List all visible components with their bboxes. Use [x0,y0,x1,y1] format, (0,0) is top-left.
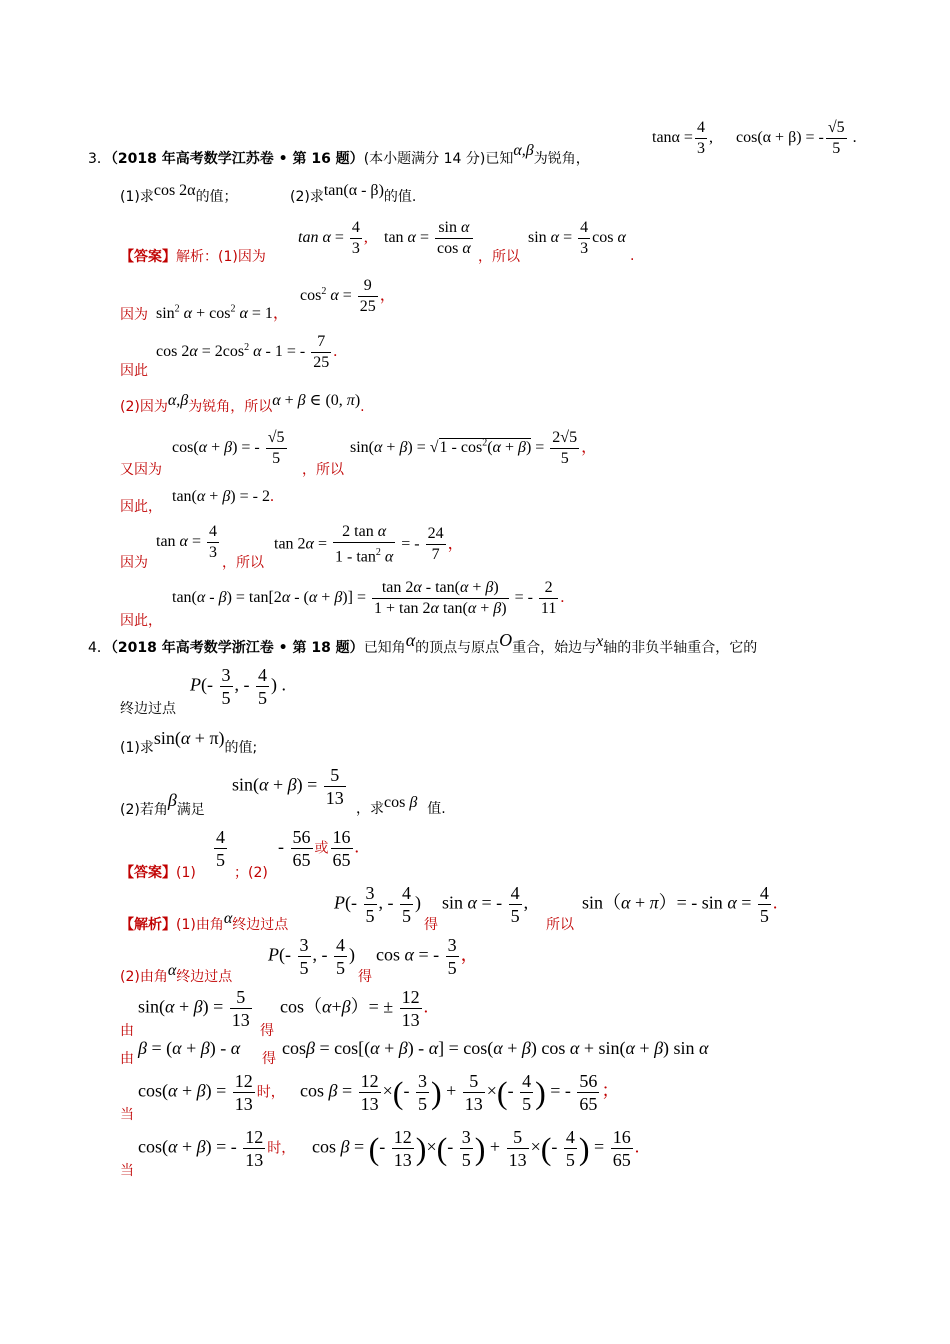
q4-text5-span: 终边过点 [120,701,176,717]
q4-sol-line3 [120,1020,134,1040]
q4-part1: (1)求sin(α + π)的值; [120,728,258,756]
q4-s2-de [358,966,372,986]
q4-s3-de-text: 得 [260,1023,274,1039]
q3-known: 已知 [485,151,514,167]
q4-s1-point: P(- $\frac{3}{5}$ , - $\frac{4}{5}$ ) [334,883,421,926]
q4-s6-calc: cos β = (- $\frac{12}{13}$ )×(- $\frac{3}{5}$ ) + $\frac{5}{13}$ ×(- $\frac{4}{5}$ ) = $\frac{16}{65}$ . [312,1127,640,1170]
q3-eq-cos2a: $\cos 2\alpha = 2\cos^2$ α - 1 = - $\frac{7}{25}$ . [156,333,338,371]
q4-s3-given: sin(α + β) = $\frac{5}{13}$ [138,987,250,1030]
q3-part2-expr: tan(α - β) [323,182,384,199]
q3-l2-text: 因为 [120,307,148,323]
q4-point-p: P(- $\frac{3}{5}$ , - $\frac{4}{5}$ ) . [190,665,286,708]
q3-eq-final: tan(α - β) = tan[2α - (α + β)] = $\frac{\tan 2\alpha - \tan(\alpha + \beta)}{\text{1 + tan 2α tan(α + β)}}$ = - $\frac{2}{11}$ . [172,579,565,617]
q4-ans1-frac: $\frac{4}{5}$ [216,827,225,870]
q3-acute: 为锐角， [533,151,590,167]
q4-s6-dang: 当 [120,1163,134,1179]
q4-sol-line5 [120,1104,134,1124]
q4-sol-line2: (2)由角α终边过点 [120,962,233,985]
q4-answer-p1: (1) [176,865,196,881]
q4-answer-sep [234,862,268,882]
q4-s4-de [262,1048,276,1068]
q3-l6-text: 因此， [120,499,162,515]
q3-eq-tan-ratio: tan α = $\frac{\text{sin α}}{\text{cos α}}$ [384,219,471,257]
q3-l7-text: 因为 [120,555,148,571]
q4-part2-post: 值. [427,801,446,817]
q3-l4-mid: 为锐角，所以 [188,399,273,415]
q4-s1-so [546,914,574,934]
q3-tan-label: tanα = [652,129,693,147]
q4-part2-rest: ，求cos β 值. [356,794,446,817]
q3-part2-pre: (2)求 [290,189,324,205]
q3-l8-text: 因此， [120,613,162,629]
q4-s2-de-text: 得 [358,969,372,985]
q3-part1 [120,182,238,206]
q3-eq-cos2: $\cos^2 \alpha$ = $\frac{9}{25}$ ， [300,277,396,315]
q4-s2-text: (2)由角 [120,969,168,985]
q3-score: (本小题满分 14 分) [363,151,486,167]
q3-eq-tan-a: tan α = $\frac{4}{3}$ [156,523,217,561]
q4-part2: (2)若角β满足 [120,790,205,818]
q4-s1-de [424,914,438,934]
q3-l4-text: (2)因为 [120,399,168,415]
q4-part2-pre: (2)若角 [120,802,168,818]
q3-answer-line4: (2)因为α,β为锐角，所以α + β ∈ (0, π). [120,392,365,415]
q3-eq-pythag: $\sin^2 \alpha + \cos^2 \alpha = 1$， [156,303,289,322]
q4-number: 4． [88,640,111,656]
q3-answer-tag: 【答案】 [120,249,176,265]
q3-answer-line2 [120,304,148,324]
q4-s2-point: P(- $\frac{3}{5}$ , - $\frac{4}{5}$ ) [268,935,355,978]
q4-s3-de [260,1020,274,1040]
q4-given-sum: sin(α + β) = $\frac{5}{13}$ [232,765,344,808]
q3-dot1: . [630,248,635,264]
q4-sol-line1: 【解析】(1)由角α终边过点 [120,910,289,933]
q4-s1-mid: 终边过点 [232,917,289,933]
q4-s4-de-text: 得 [262,1051,276,1067]
q4-part1-pre: (1)求 [120,740,154,756]
q4-text3: 重合，始边与 [512,640,597,656]
q4-sol-line6 [120,1160,134,1180]
q4-s5-cond: cos(α + β) = $\frac{12}{13}$ 时， [138,1071,285,1114]
q4-s4-expand: cosβ = cos[(α + β) - α] = cos(α + β) cos α + sin(α + β) sin α [282,1038,709,1058]
q3-answer-l1-text: 解析：(1)因为 [176,249,266,265]
q3-cos-label: cos(α + β) = - [736,129,824,147]
q3-answer-line5 [120,459,162,479]
q4-part1-post: 的值; [224,740,258,756]
q3-eq-cos-sum: cos(α + β) = - $\frac{√5}{5}$ [172,429,285,467]
q4-s5-calc: cos β = $\frac{12}{13}$ ×(- $\frac{3}{5}$ ) + $\frac{5}{13}$ ×(- $\frac{4}{5}$ ) = - $\frac{56}{65}$ ； [300,1071,620,1114]
q3-stem: 3．（2018 年高考数学江苏卷 • 第 16 题）(本小题满分 14 分)已知α,β为锐角， [88,142,590,167]
q3-number: 3． [88,151,111,167]
q4-s6-cond: cos(α + β) = - $\frac{12}{13}$ 时， [138,1127,296,1170]
q4-part2-mid2: ，求 [356,801,384,817]
q3-cos-num: √5 [826,118,847,139]
q4-s6-shi: 时， [267,1140,296,1157]
q4-s2-cos: cos α = - $\frac{3}{5}$ ， [376,935,479,978]
q4-s3-cos: cos（α+β）= ± $\frac{12}{13}$ . [280,987,429,1030]
q3-eq-sin: sin α = $\frac{4}{3}$ cos α [528,219,626,257]
q4-s4-beta: β = (α + β) - α [138,1038,241,1058]
q3-eq-tan-sum: tan(α + β) = - 2. [172,488,274,505]
q4-ans2: - $\frac{56}{65}$ 或 $\frac{16}{65}$ . [278,827,359,870]
q4-s1-sin: sin α = - $\frac{4}{5}$ , [442,883,529,926]
q3-part1-expr: cos 2α [153,182,196,199]
q3-eq-sin-sum: $\sin(\alpha + \beta) = √1 - \cos^2(\alpha + \beta)$ = $\frac{2√5}{5}$ ， [350,429,598,467]
q3-l7-mid: ，所以 [222,555,264,571]
q3-answer-line7 [120,552,148,572]
q3-l5-mid-text: 所以 [316,462,344,478]
q3-l3-text: 因此 [120,363,148,379]
q3-part2-post: 的值. [383,189,417,205]
q3-l7-mid-text: 所以 [236,555,264,571]
q4-s1-so-text: 所以 [546,917,574,933]
q4-text1: 已知角 [363,640,406,656]
q4-s5-shi: 时， [256,1084,285,1101]
q4-s4-you: 由 [120,1051,134,1067]
q4-sep-text: ；(2) [234,865,268,881]
q4-source: （2018 年高考数学浙江卷 • 第 18 题） [110,640,364,656]
q3-source: （2018 年高考数学江苏卷 • 第 16 题） [110,151,364,167]
q3-l5-mid: ，所以 [302,462,344,478]
q3-answer-line6 [120,496,162,516]
q3-answer-line1 [120,246,266,266]
q4-s2-mid: 终边过点 [176,969,233,985]
q4-or: 或 [314,840,329,857]
q3-tan-den: 3 [696,140,705,157]
q3-tan-num: 4 [695,118,707,139]
q4-s5-dang: 当 [120,1107,134,1123]
q4-stem: 4．（2018 年高考数学浙江卷 • 第 18 题）已知角α的顶点与原点O重合，始边与x轴的非负半轴重合，它的 [88,630,758,656]
q4-s3-you: 由 [120,1023,134,1039]
q3-part2 [290,182,417,206]
q4-sol-tag: 【解析】 [120,917,176,933]
q3-cos-den: 5 [832,140,841,157]
q3-l1-suffix: 所以 [492,249,520,265]
q4-text4: 轴的非负半轴重合，它的 [603,640,758,656]
q3-cos-given: cos(α + β) = - $\frac{√5}{5}$ . [736,119,857,157]
q3-answer-l1-suffix: ，所以 [478,249,520,265]
q3-part1-post: 的值； [195,189,238,205]
q3-answer-line3 [120,360,148,380]
q4-text5 [120,698,176,718]
q3-answer-line8 [120,610,162,630]
q4-answer-tag: 【答案】 [120,865,176,881]
q4-s1-text: (1)由角 [176,917,224,933]
q4-s1-result: sin（α + π）= - sin α = $\frac{4}{5}$ . [582,883,778,926]
q3-eq-tan2a: tan 2α = $\frac{\text{2 tan α}}{1 - \tan^2 \alpha}$ = - $\frac{24}{7}$ ， [274,523,464,566]
q3-l5-text: 又因为 [120,462,162,478]
q4-sol-line4 [120,1048,134,1068]
q4-text2: 的顶点与原点 [415,640,500,656]
q4-s1-de-text: 得 [424,917,438,933]
q3-eq-tan: tan α = $\frac{4}{3}$ , [298,219,368,257]
q4-answer-line [120,862,196,882]
q3-tan-given: tanα = $\frac{4}{3}$ , [652,119,713,157]
q4-part2-mid: 满足 [176,802,205,818]
q3-part1-pre: (1)求 [120,189,154,205]
